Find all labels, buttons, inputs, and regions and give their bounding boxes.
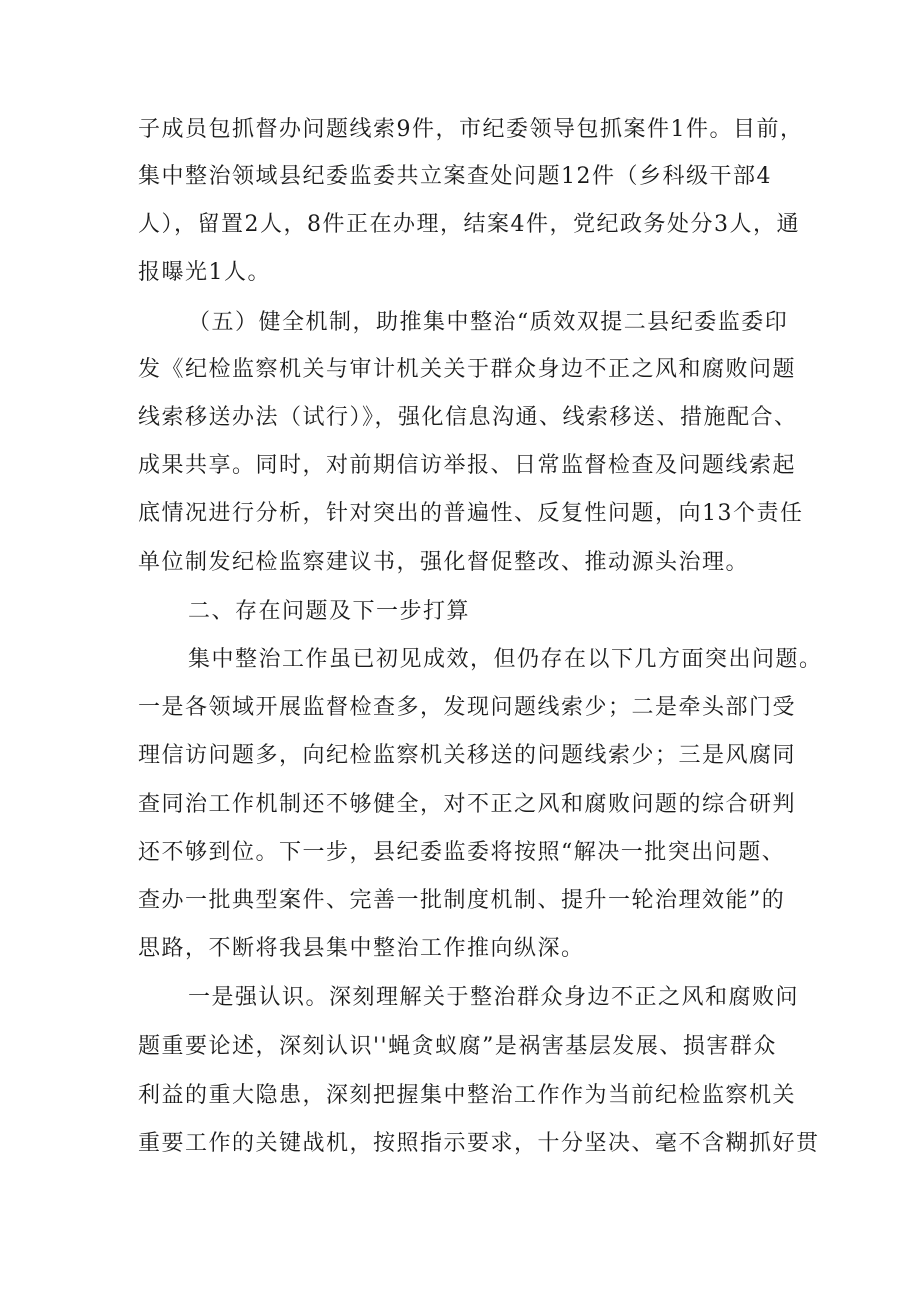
text-line: 集中整治工作虽已初见成效，但仍存在以下几方面突出问题。 (188, 647, 823, 672)
text-line: 单位制发纪检监察建议书，强化督促整改、推动源头治理。 (138, 550, 750, 575)
text-line: 思路，不断将我县集中整治工作推向纵深。 (138, 936, 585, 961)
text-line: 查同治工作机制还不够健全，对不正之风和腐败问题的综合研判 (138, 792, 797, 817)
text-line: 发《纪检监察机关与审计机关关于群众身边不正之风和腐败问题 (138, 357, 797, 382)
text-line: 线索移送办法（试行）》，强化信息沟通、线索移送、措施配合、 (138, 405, 798, 430)
text-line: 子成员包抓督办问题线索9件，市纪委领导包抓案件1件。目前， (138, 117, 804, 142)
section-heading-five: （五）健全机制，助推集中整治“质效双提二县纪委监委印 (188, 310, 789, 335)
text-line: 集中整治领域县纪委监委共立案查处问题12件（乡科级干部4 (138, 164, 772, 189)
text-line: 成果共享。同时，对前期信访举报、日常监督检查及问题线索起 (138, 453, 797, 478)
text-line: 还不够到位。下一步，县纪委监委将按照“解决一批突出问题、 (138, 840, 786, 865)
text-line: 利益的重大隐患，深刻把握集中整治工作作为当前纪检监察机关 (138, 1083, 797, 1108)
text-line: 人），留置2人，8件正在办理，结案4件，党纪政务处分3人，通 (138, 212, 800, 237)
text-line: 重要工作的关键战机，按照指示要求，十分坚决、毫不含糊抓好贯 (138, 1131, 820, 1156)
text-line: 理信访问题多，向纪检监察机关移送的问题线索少；三是风腐同 (138, 743, 797, 768)
text-line: 查办一批典型案件、完善一批制度机制、提升一轮治理效能”的 (138, 888, 786, 913)
text-line: 一是强认识。深刻理解关于整治群众身边不正之风和腐败问 (188, 985, 800, 1010)
text-line: 一是各领域开展监督检查多，发现问题线索少；二是牵头部门受 (138, 695, 797, 720)
section-heading-two: 二、存在问题及下一步打算 (188, 599, 471, 624)
text-line: 题重要论述，深刻认识''蝇贪蚁腐”是祸害基层发展、损害群众 (138, 1034, 777, 1059)
text-line: 底情况进行分析，针对突出的普遍性、反复性问题，向13个责任 (138, 501, 804, 526)
text-line: 报曝光1人。 (138, 260, 271, 285)
